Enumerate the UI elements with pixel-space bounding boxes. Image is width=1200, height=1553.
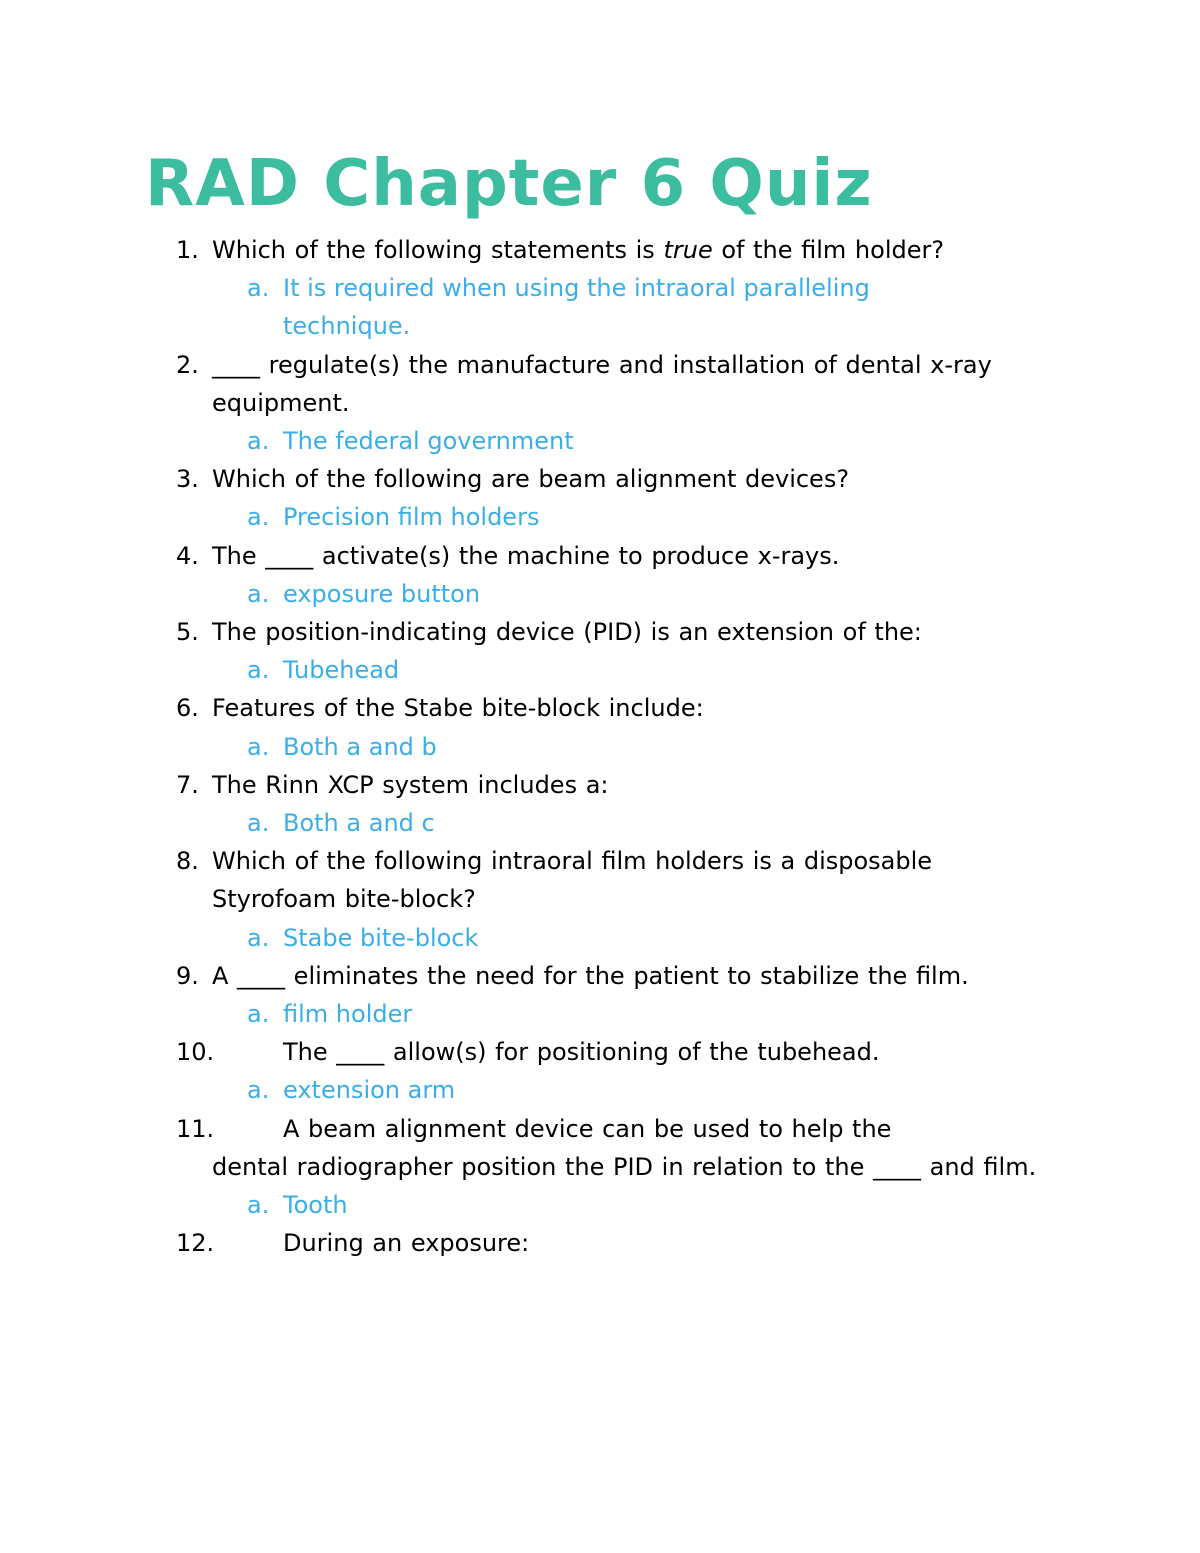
- question-text: Features of the Stabe bite-block include:: [212, 694, 704, 723]
- question-11: [0, 1110, 1057, 1186]
- question-number: 1.: [176, 236, 199, 264]
- question-12: [0, 1224, 1057, 1262]
- question-text: The Rinn XCP system includes a:: [212, 770, 609, 799]
- question-text: The ____ activate(s) the machine to produce x-rays.: [212, 541, 840, 570]
- question-1: [0, 231, 1057, 269]
- answer-letter: a.: [247, 1076, 270, 1105]
- answer-9: [0, 995, 973, 1033]
- question-text: of the film holder?: [712, 236, 945, 264]
- question-4: [0, 537, 1057, 575]
- answer-letter: a.: [247, 656, 270, 685]
- answer-text: Tubehead: [283, 656, 400, 685]
- answer-text: Precision film holders: [283, 503, 540, 532]
- answer-8: [0, 919, 973, 957]
- answer-letter: a.: [247, 809, 270, 838]
- question-text: Which of the following are beam alignment devices?: [212, 465, 850, 494]
- page-title: RAD Chapter 6 Quiz: [145, 147, 873, 221]
- answer-text: It is required when using the intraoral paralleling technique.: [283, 274, 870, 341]
- question-text: A beam alignment device can be used to help the: [283, 1114, 892, 1143]
- answer-10: [0, 1071, 973, 1109]
- answer-3: [0, 498, 973, 536]
- question-text: A ____ eliminates the need for the patient to stabilize the film.: [212, 961, 969, 990]
- answer-text: Both a and b: [283, 732, 437, 761]
- answer-text: film holder: [283, 1000, 413, 1029]
- quiz-list: [0, 231, 1200, 1262]
- answer-4: [0, 575, 973, 613]
- answer-letter: a.: [247, 923, 270, 952]
- answer-1: [0, 269, 973, 345]
- question-6: [0, 689, 1057, 727]
- question-10: [0, 1033, 1057, 1071]
- answer-11: [0, 1186, 973, 1224]
- answer-letter: a.: [247, 1000, 270, 1029]
- question-text-continued: dental radiographer position the PID in relation to the ____ and film.: [212, 1152, 1037, 1181]
- answer-text: Tooth: [283, 1191, 348, 1220]
- question-text: Which of the following intraoral film holders is a disposable Styrofoam bite-block?: [212, 847, 933, 914]
- question-number: 2.: [176, 350, 199, 379]
- question-number: 3.: [176, 465, 199, 494]
- answer-letter: a.: [247, 503, 270, 532]
- question-number: 9.: [176, 961, 199, 990]
- question-emphasis: true: [663, 236, 713, 264]
- question-number: 8.: [176, 847, 199, 876]
- answer-5: [0, 651, 973, 689]
- question-number: 4.: [176, 541, 199, 570]
- question-9: [0, 957, 1057, 995]
- question-text: Which of the following statements is: [212, 236, 664, 264]
- answer-7: [0, 804, 973, 842]
- answer-text: Both a and c: [283, 809, 435, 838]
- question-text: The ____ allow(s) for positioning of the tubehead.: [283, 1038, 880, 1067]
- answer-text: Stabe bite-block: [283, 923, 479, 952]
- question-text: During an exposure:: [283, 1229, 530, 1258]
- question-text: ____ regulate(s) the manufacture and installation of dental x-ray equipment.: [212, 350, 992, 417]
- question-number: 7.: [176, 770, 199, 799]
- question-number: 5.: [176, 618, 199, 647]
- answer-letter: a.: [247, 274, 270, 303]
- question-text: The position-indicating device (PID) is an extension of the:: [212, 618, 922, 647]
- answer-letter: a.: [247, 427, 270, 456]
- answer-letter: a.: [247, 1191, 270, 1220]
- answer-letter: a.: [247, 579, 270, 608]
- question-5: [0, 613, 1057, 651]
- question-number: 11.: [176, 1114, 215, 1143]
- question-3: [0, 460, 1057, 498]
- answer-letter: a.: [247, 732, 270, 761]
- answer-6: [0, 728, 973, 766]
- question-number: 12.: [176, 1229, 215, 1258]
- answer-text: exposure button: [283, 579, 481, 608]
- answer-text: extension arm: [283, 1076, 456, 1105]
- question-7: [0, 766, 1057, 804]
- question-2: [0, 346, 1057, 422]
- question-8: [0, 842, 1057, 918]
- question-number: 10.: [176, 1038, 215, 1067]
- question-number: 6.: [176, 694, 199, 723]
- answer-text: The federal government: [283, 427, 574, 456]
- answer-2: [0, 422, 973, 460]
